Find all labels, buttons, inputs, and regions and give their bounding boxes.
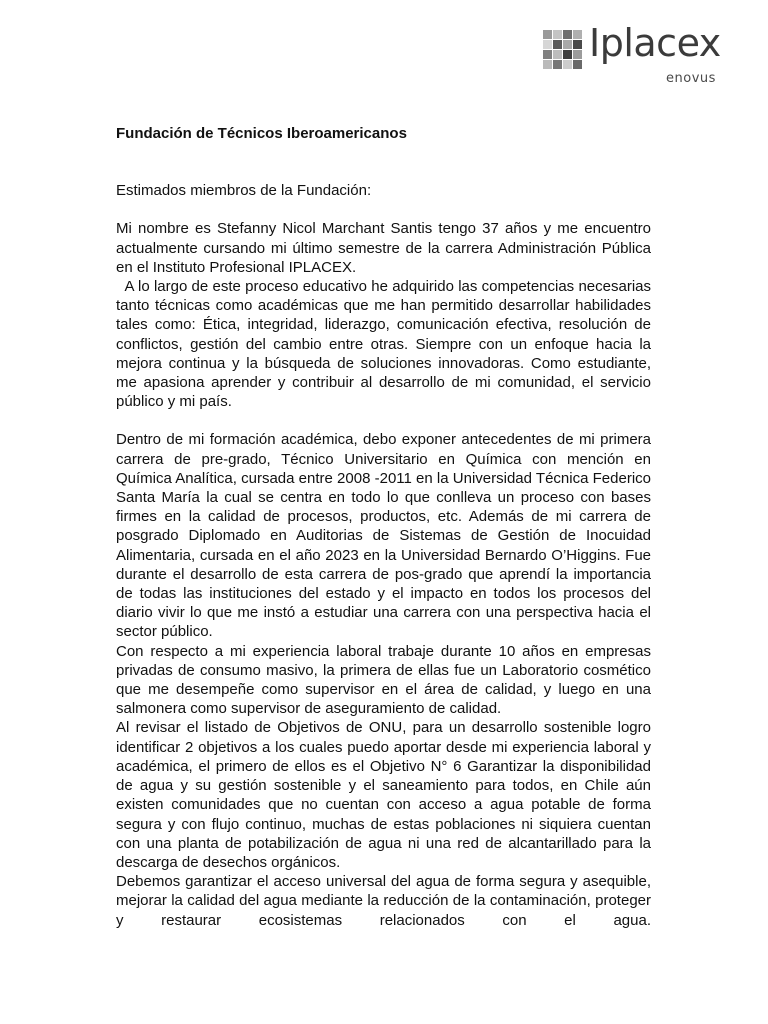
paragraph-competencies: A lo largo de este proceso educativo he adquirido las competencias necesarias tanto técnicas como académicas que me han permitido desarrollar habilidades tales como: Ética, integridad, liderazgo, comunicación efectiva, resolución de conflictos, gestión del cambio entre otras. Siempre con un enfoque hacia la mejora continua y la búsqueda de soluciones innovadoras. Como estudiante, me apasiona aprender y contribuir al desarrollo de mi comunidad, el servicio público y mi país. bbox=[116, 278, 656, 411]
paragraph-education: Dentro de mi formación académica, debo exponer antecedentes de mi primera carrera de pre-grado, Técnico Universitario en Química con mención en Química Analítica, cursada entre 2008 -2011 en la Universidad Técnica Federico Santa María la cual se centra en todo lo que conlleva un proceso con bases firmes en la calidad de procesos, productos, etc. Además de mi carrera de posgrado Diplomado en Auditorias de Sistemas de Gestión de Inocuidad Alimentaria, cursada en el año 2023 en la Universidad Bernardo O’Higgins. Fue durante el desarrollo de esta carrera de pos-grado que aprendí la importancia de todas las instituciones del estado y el impacto en todos los procesos del diario vivir lo que me instó a estudiar una carrera con una perspectiva hacia el sector público. bbox=[116, 431, 651, 641]
letter-body bbox=[116, 124, 656, 930]
logo-wordmark: Iplacex bbox=[589, 21, 721, 65]
iplacex-logo bbox=[543, 21, 728, 88]
letter-salutation: Estimados miembros de la Fundación: bbox=[116, 182, 372, 200]
paragraph-experience: Con respecto a mi experiencia laboral trabaje durante 10 años en empresas privadas de consumo masivo, la primera de ellas fue un Laboratorio cosmético que me desempeñe como supervisor en el área de calidad, y luego en una salmonera como supervisor de aseguramiento de calidad. bbox=[116, 642, 651, 718]
logo-mosaic-icon bbox=[543, 30, 585, 76]
paragraph-intro: Mi nombre es Stefanny Nicol Marchant Santis tengo 37 años y me encuentro actualmente cursando mi último semestre de la carrera Administración Pública en el Instituto Profesional IPLACEX. bbox=[116, 220, 651, 276]
logo-tagline: enovus bbox=[666, 71, 716, 86]
paragraph-ods-6: Al revisar el listado de Objetivos de ONU, para un desarrollo sostenible logro identificar 2 objetivos a los cuales puedo aportar desde mi experiencia laboral y académica, el primero de ellos es el Objetivo N° 6 Garantizar la disponibilidad de agua y su gestión sostenible y el saneamiento para todos, en Chile aún existen comunidades que no cuentan con acceso a agua potable de forma segura y con flujo continuo, muchas de estas poblaciones ni siquiera cuentan con una planta de potabilización de agua ni una red de alcantarillado para la descarga de desechos orgánicos. bbox=[116, 719, 651, 871]
paragraph-water-access: Debemos garantizar el acceso universal del agua de forma segura y asequible, mejorar la calidad del agua mediante la reducción de la contaminación, proteger y restaurar ecosistemas relacionados con el agua. bbox=[116, 873, 651, 929]
letter-heading: Fundación de Técnicos Iberoamericanos bbox=[116, 125, 407, 142]
